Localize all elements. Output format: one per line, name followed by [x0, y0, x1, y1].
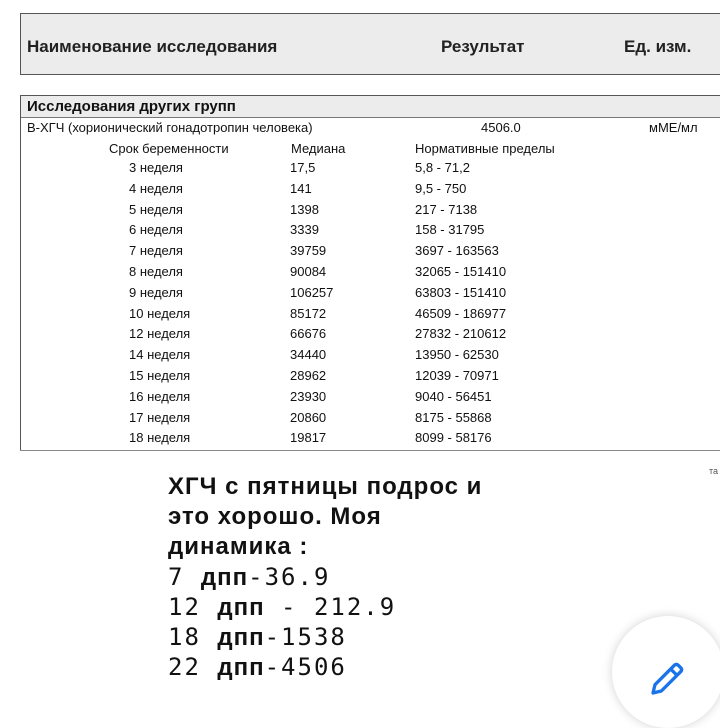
group-title: Исследования других групп [27, 98, 236, 115]
table-row [21, 410, 720, 431]
entry-value: - 212.9 [264, 593, 397, 621]
table-bottom-border [20, 450, 720, 451]
note-entry [168, 652, 568, 682]
test-row [21, 120, 720, 140]
entry-day: 12 [168, 593, 218, 621]
norm-cell: 158 - 31795 [415, 222, 485, 238]
week-cell: 17 неделя [129, 409, 191, 425]
norm-cell: 12039 - 70971 [415, 367, 499, 383]
norm-cell: 32065 - 151410 [415, 263, 507, 279]
norm-cell: 217 - 7138 [415, 201, 478, 217]
median-cell: 39759 [290, 243, 327, 259]
week-cell: 15 неделя [129, 367, 191, 383]
results-table-header [20, 13, 720, 75]
group-title-bar [21, 96, 720, 118]
median-cell: 66676 [290, 326, 327, 342]
week-cell: 7 неделя [129, 243, 183, 259]
norm-cell: 8099 - 58176 [415, 430, 492, 446]
entry-day: 7 [168, 563, 201, 591]
median-cell: 85172 [290, 305, 327, 321]
entry-label: дпп [217, 624, 265, 651]
norm-cell: 9,5 - 750 [415, 180, 467, 196]
week-cell: 8 неделя [129, 263, 183, 279]
norm-cell: 5,8 - 71,2 [415, 160, 470, 175]
median-cell: 90084 [290, 263, 327, 279]
table-row [21, 285, 720, 306]
week-cell: 10 неделя [129, 305, 191, 321]
table-row [21, 222, 720, 243]
reference-table [21, 160, 720, 451]
norm-cell: 13950 - 62530 [415, 347, 499, 363]
norm-cell: 9040 - 56451 [415, 388, 492, 404]
note-line-3: динамика : [168, 533, 309, 560]
norm-cell: 46509 - 186977 [415, 305, 507, 321]
entry-label: дпп [200, 564, 249, 591]
note-entry [168, 562, 568, 592]
week-cell: 14 неделя [129, 347, 191, 363]
table-row [21, 368, 720, 389]
median-cell: 23930 [290, 388, 327, 404]
entry-day: 22 [168, 653, 218, 681]
table-row [21, 306, 720, 327]
week-cell: 4 неделя [129, 180, 183, 196]
test-name: B-ХГЧ (хорионический гонадотропин человека) [27, 120, 313, 135]
entry-value: -4506 [264, 653, 347, 681]
week-cell: 3 неделя [129, 160, 183, 175]
header-name: Наименование исследования [27, 37, 278, 56]
entry-label: дпп [217, 654, 265, 681]
test-unit: мМЕ/мл [649, 120, 698, 135]
table-row [21, 264, 720, 285]
user-note [168, 472, 568, 682]
norm-cell: 8175 - 55868 [415, 409, 492, 425]
table-row [21, 202, 720, 223]
header-result: Результат [441, 37, 525, 56]
column-median: Медиана [291, 141, 346, 156]
test-value: 4506.0 [481, 120, 521, 135]
table-row [21, 160, 720, 181]
week-cell: 6 неделя [129, 222, 183, 238]
table-row [21, 430, 720, 451]
median-cell: 106257 [290, 284, 334, 300]
median-cell: 3339 [290, 222, 319, 238]
norm-cell: 63803 - 151410 [415, 284, 507, 300]
group-section [20, 95, 720, 451]
week-cell: 16 неделя [129, 388, 191, 404]
edit-button[interactable] [612, 616, 720, 728]
note-entry [168, 592, 568, 622]
table-row [21, 389, 720, 410]
median-cell: 17,5 [290, 160, 316, 175]
week-cell: 9 неделя [129, 284, 183, 300]
entry-day: 18 [168, 623, 218, 651]
median-cell: 1398 [290, 201, 319, 217]
note-line-2: это хорошо. Моя [168, 503, 382, 530]
column-term: Срок беременности [109, 141, 229, 156]
norm-cell: 27832 - 210612 [415, 326, 507, 342]
median-cell: 20860 [290, 409, 327, 425]
note-entry [168, 622, 568, 652]
table-row [21, 326, 720, 347]
entry-value: -36.9 [248, 563, 331, 591]
column-norm: Нормативные пределы [415, 141, 555, 156]
week-cell: 5 неделя [129, 201, 183, 217]
table-row [21, 243, 720, 264]
week-cell: 18 неделя [129, 430, 191, 446]
note-line-1: ХГЧ с пятницы подрос и [168, 473, 483, 500]
median-cell: 34440 [290, 347, 327, 363]
median-cell: 19817 [290, 430, 327, 446]
norm-cell: 3697 - 163563 [415, 243, 499, 259]
entry-value: -1538 [264, 623, 347, 651]
cropped-text-fragment: та [708, 466, 718, 476]
table-row [21, 347, 720, 368]
table-row [21, 181, 720, 202]
median-cell: 141 [290, 180, 312, 196]
entry-label: дпп [217, 594, 265, 621]
week-cell: 12 неделя [129, 326, 191, 342]
pencil-icon [648, 658, 688, 698]
header-unit: Ед. изм. [624, 37, 692, 56]
median-cell: 28962 [290, 367, 327, 383]
